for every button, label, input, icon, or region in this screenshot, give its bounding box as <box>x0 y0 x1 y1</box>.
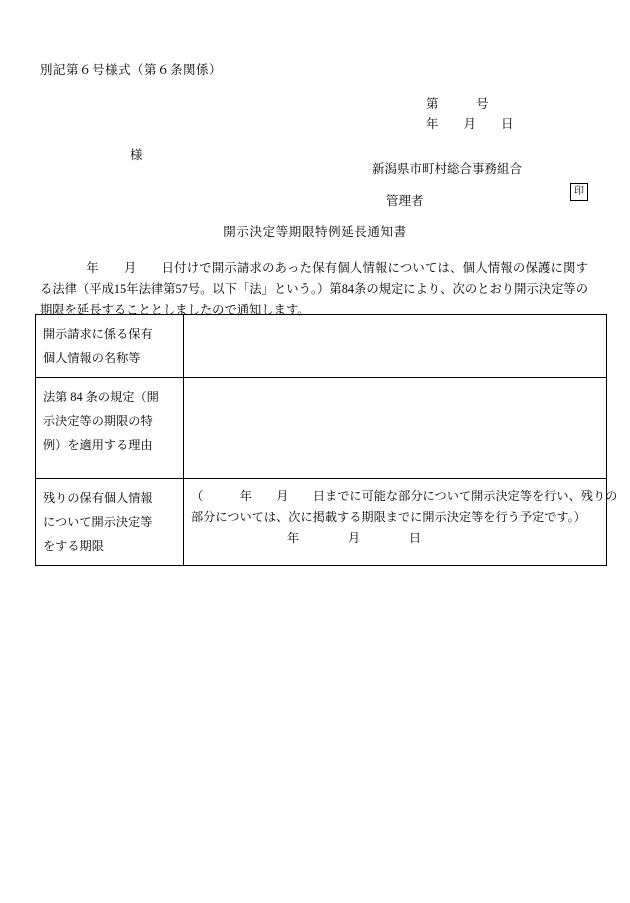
label-line: 示決定等の期限の特 <box>43 414 153 428</box>
row-label-name <box>36 315 184 378</box>
table-row <box>36 479 607 566</box>
value-line: 部分については、次に掲載する期限までに開示決定等を行う予定です。） <box>191 510 586 524</box>
label-line: について開示決定等 <box>43 515 153 529</box>
deadline-note <box>191 486 618 549</box>
notification-table <box>35 314 618 566</box>
label-line: 例）を適用する理由 <box>43 438 153 452</box>
row-value-name[interactable] <box>184 315 607 378</box>
value-line: （ 年 月 日までに可能な部分について開示決定等を行い、残りの <box>191 489 618 503</box>
table-row <box>36 315 607 378</box>
body-paragraph <box>40 258 588 321</box>
issuer-organization: 新潟県市町村総合事務組合 <box>372 162 523 176</box>
label-line: 法第 84 条の規定（開 <box>43 390 159 404</box>
document-date-line: 年 月 日 <box>426 117 514 131</box>
label-line: 開示請求に係る保有 <box>43 327 153 341</box>
label-line: 残りの保有個人情報 <box>43 491 153 505</box>
seal-icon: 印 <box>570 183 588 201</box>
table-row <box>36 378 607 479</box>
row-label-reason <box>36 378 184 479</box>
value-line: 年 月 日 <box>287 531 422 545</box>
row-value-reason[interactable] <box>184 378 607 479</box>
row-value-deadline[interactable] <box>184 479 618 566</box>
body-text: 年 月 日付けで開示請求のあった保有個人情報については、個人情報の保護に関する法律（平成15年法律第57号。以下「法」という。）第84条の規定により、次のとおり開示決定等の期限を延長することとしましたので通知します。 <box>40 261 588 317</box>
form-number: 別記第６号様式（第６条関係） <box>40 63 223 77</box>
label-line: 個人情報の名称等 <box>43 351 141 365</box>
row-label-deadline <box>36 479 184 566</box>
addressee: 様 <box>130 148 143 162</box>
document-number-block <box>426 94 586 134</box>
issuer-post: 管理者 <box>386 194 424 208</box>
page-title: 開示決定等期限特例延長通知書 <box>223 225 407 239</box>
issuer-block <box>372 158 572 214</box>
label-line: をする期限 <box>43 539 104 553</box>
document-number-line: 第 号 <box>426 97 489 111</box>
